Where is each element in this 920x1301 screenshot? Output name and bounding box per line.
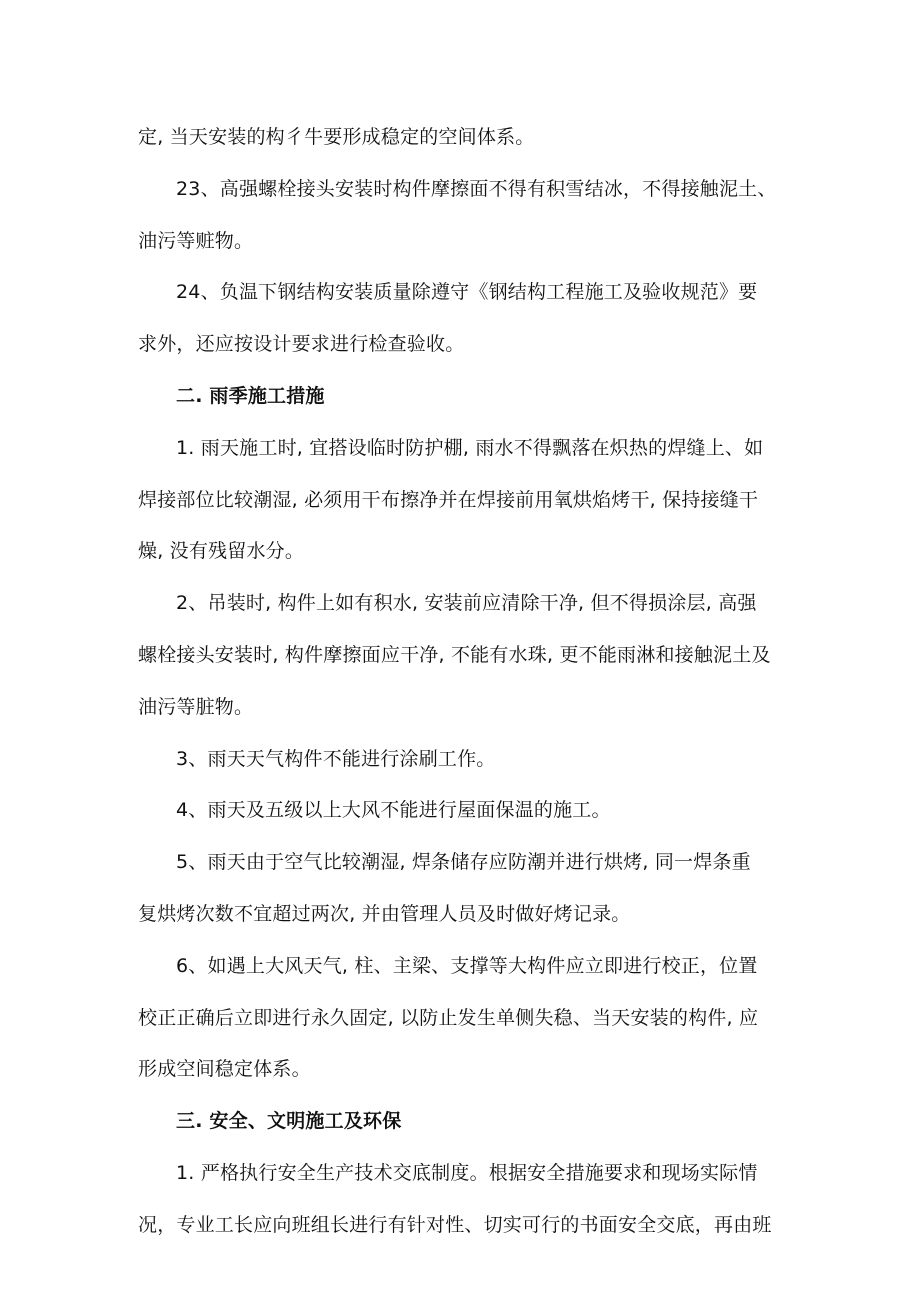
text-line: 求外，还应按设计要求进行检查验收。 (138, 333, 465, 356)
text-line: 24、负温下钢结构安装质量除遵守《钢结构工程施工及验收规范》要 (176, 281, 758, 304)
text-line: 3、雨天天气构件不能进行涂刷工作。 (176, 747, 496, 770)
text-line: 6、如遇上大风天气, 柱、主梁、支撑等大构件应立即进行校正，位置 (176, 954, 758, 977)
text-line: 5、雨天由于空气比较潮湿, 焊条储存应防潮并进行烘烤, 同一焊条重 (176, 851, 751, 874)
text-line: 形成空间稳定体系。 (138, 1058, 311, 1081)
text-line: 4、雨天及五级以上大风不能进行屋面保温的施工。 (176, 799, 611, 822)
text-line: 校正正确后立即进行永久固定, 以防止发生单侧失稳、当天安装的构件, 应 (138, 1006, 759, 1029)
section-heading: 二. 雨季施工措施 (176, 384, 325, 407)
text-line: 燥, 没有残留水分。 (138, 540, 305, 563)
text-line: 油污等赃物。 (138, 229, 254, 252)
text-line: 油污等脏物。 (138, 695, 254, 718)
text-line: 况，专业工长应向班组长进行有针对性、切实可行的书面安全交底，再由班 (138, 1213, 772, 1236)
text-line: 1. 严格执行安全生产技术交底制度。根据安全措施要求和现场实际情 (176, 1161, 758, 1184)
text-line: 复烘烤次数不宜超过两次, 并由管理人员及时做好烤记录。 (138, 902, 631, 925)
section-heading: 三. 安全、文明施工及环保 (176, 1110, 402, 1133)
document-body (138, 112, 798, 1252)
text-line: 23、高强螺栓接头安装时构件摩擦面不得有积雪结冰，不得接触泥土、 (176, 177, 777, 200)
text-line: 螺栓接头安装时, 构件摩擦面应干净, 不能有水珠, 更不能雨淋和接触泥土及 (138, 643, 771, 666)
text-line: 焊接部位比较潮湿, 必须用干布擦净并在焊接前用氧烘焰烤干, 保持接缝干 (138, 488, 759, 511)
text-line: 2、吊装时, 构件上如有积水, 安装前应清除干净, 但不得损涂层, 高强 (176, 592, 757, 615)
text-line: 定, 当天安装的构彳牛要形成稳定的空间体系。 (138, 126, 535, 148)
text-line: 1. 雨天施工时, 宜搭设临时防护棚, 雨水不得飘落在炽热的焊缝上、如 (176, 436, 764, 459)
